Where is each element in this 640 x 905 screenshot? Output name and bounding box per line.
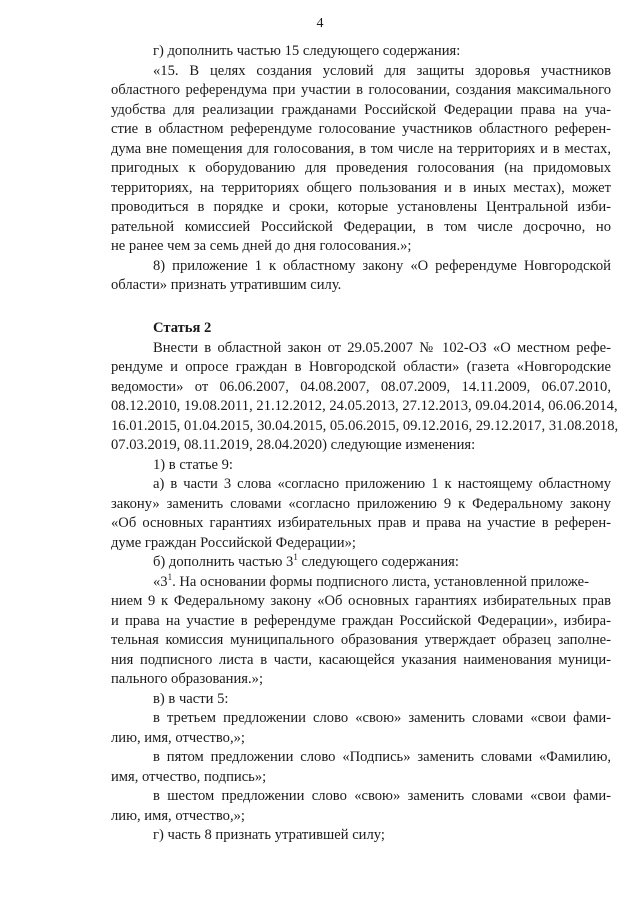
text-line: г) часть 8 признать утратившей силу; bbox=[153, 827, 385, 843]
document-body bbox=[111, 42, 619, 846]
text-line: рательной комиссией Российской Федерации, в том числе досрочно, но bbox=[111, 218, 611, 235]
text-line: удобства для реализации гражданами Российской Федерации права на уча- bbox=[111, 101, 611, 118]
text-line: имя, отчество, подпись»; bbox=[111, 768, 267, 785]
text-line: областного референдума при участии в голосовании, создания максимального bbox=[111, 82, 611, 98]
text-line: а) в части 3 слова «согласно приложению 1 к настоящему областному bbox=[153, 476, 611, 492]
text-fragment: следующего содержания: bbox=[297, 554, 459, 570]
text-line: не ранее чем за семь дней до дня голосования.»; bbox=[111, 238, 412, 254]
text-line: 07.03.2019, 08.11.2019, 28.04.2020) следующие изменения: bbox=[111, 437, 476, 453]
text-line: стие в областном референдуме голосование участников областного референ- bbox=[111, 121, 611, 137]
text-line: ния подписного листа в части, касающейся указания наименования муници- bbox=[111, 651, 611, 668]
text-line: дума вне помещения для голосования, в том числе на территориях и в местах, bbox=[111, 140, 611, 157]
text-line: лию, имя, отчество,»; bbox=[111, 729, 245, 746]
superscript: 1 bbox=[167, 571, 173, 582]
text-line: «15. В целях создания условий для защиты здоровья участников bbox=[153, 62, 611, 79]
text-line: проводиться в порядке и сроки, которые установлены Центральной изби- bbox=[111, 199, 611, 215]
text-fragment: б) дополнить частью 3 bbox=[153, 554, 294, 570]
text-line: 8) приложение 1 к областному закону «О референдуме Новгородской bbox=[153, 257, 611, 274]
text-line: ведомости» от 06.06.2007, 04.08.2007, 08.07.2009, 14.11.2009, 06.07.2010, bbox=[111, 378, 611, 395]
text-line: рендуме и опросе граждан в Новгородской области» (газета «Новгородские bbox=[111, 359, 611, 375]
article-heading: Статья 2 bbox=[153, 320, 212, 336]
text-line: пригодных к оборудованию для проведения голосования (на придомовых bbox=[111, 160, 611, 176]
spacer bbox=[111, 296, 611, 316]
text-line: 16.01.2015, 01.04.2015, 30.04.2015, 05.06.2015, 09.12.2016, 29.12.2017, 31.08.2018, bbox=[111, 417, 619, 434]
text-line: нием 9 к Федеральному закону «Об основных гарантиях избирательных прав bbox=[111, 593, 611, 609]
text-line: в пятом предложении слово «Подпись» заменить словами «Фамилию, bbox=[153, 749, 611, 765]
text-line: 08.12.2010, 19.08.2011, 21.12.2012, 24.05.2013, 27.12.2013, 09.04.2014, 06.06.2014, bbox=[111, 398, 618, 414]
text-line: области» признать утратившим силу. bbox=[111, 277, 342, 293]
text-line: территориях, на территориях общего пользования и в иных местах), может bbox=[111, 179, 611, 196]
text-fragment: «3 bbox=[153, 573, 168, 590]
text-line: «Об основных гарантиях избирательных прав и права на участие в референ- bbox=[111, 515, 611, 531]
text-line: г) дополнить частью 15 следующего содержания: bbox=[153, 43, 461, 59]
text-line: думе граждан Российской Федерации»; bbox=[111, 534, 356, 551]
text-line: пального образования.»; bbox=[111, 671, 264, 687]
superscript: 1 bbox=[293, 552, 298, 562]
text-line: Внести в областной закон от 29.05.2007 № 102-ОЗ «О местном рефе- bbox=[153, 339, 611, 356]
text-line: в) в части 5: bbox=[153, 690, 229, 707]
page-number: 4 bbox=[316, 16, 324, 31]
text-line: лию, имя, отчество,»; bbox=[111, 807, 245, 824]
text-line: 1) в статье 9: bbox=[153, 456, 233, 473]
text-line: в третьем предложении слово «свою» заменить словами «свои фами- bbox=[153, 710, 611, 726]
text-line: тельная комиссия муниципального образования утверждает образец заполне- bbox=[111, 632, 611, 648]
text-line: закону» заменить словами «согласно приложению 9 к Федеральному закону bbox=[111, 495, 611, 512]
text-line bbox=[111, 553, 611, 573]
text-line bbox=[111, 573, 611, 593]
text-line: в шестом предложении слово «свою» заменить словами «свои фами- bbox=[153, 788, 611, 804]
text-line: и права на участие в референдуме граждан Российской Федерации», избира- bbox=[111, 612, 611, 629]
text-fragment: . На основании формы подписного листа, установленной приложе- bbox=[172, 573, 589, 590]
